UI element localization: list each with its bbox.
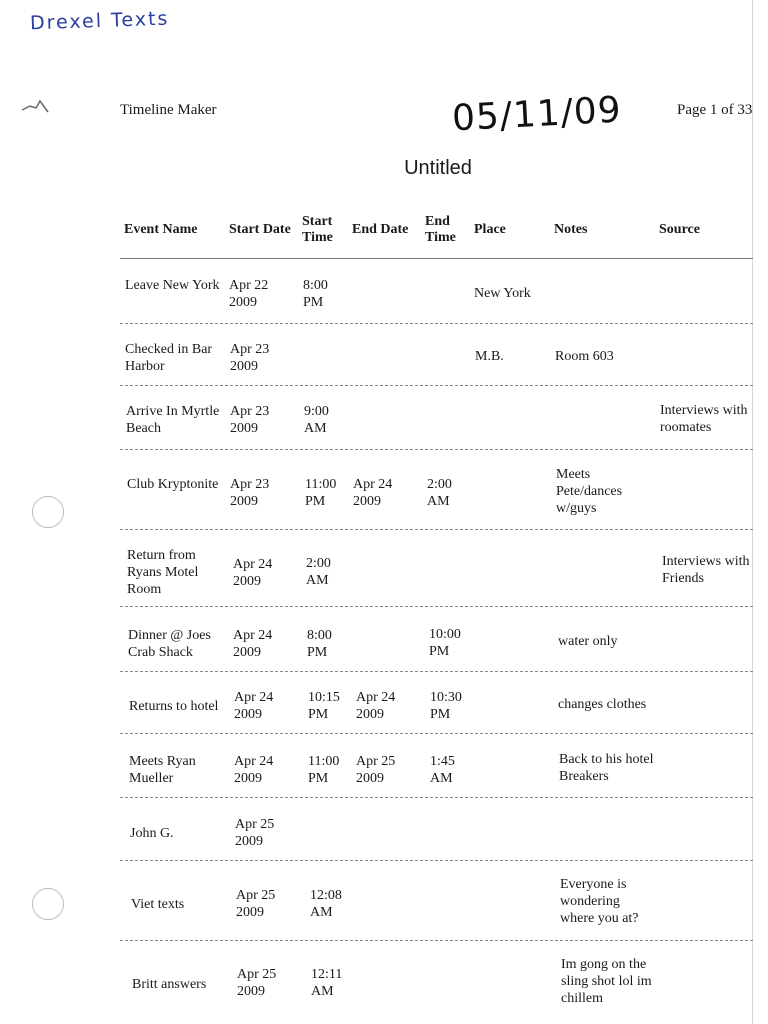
cell-notes: changes clothes [558,697,647,712]
cell-place: New York [474,286,531,301]
cell-event: Club Kryptonite [127,477,219,492]
cell-start-date: Apr 23 2009 [230,342,270,374]
handwritten-note: Drexel Texts [29,7,170,35]
cell-event: Returns to hotel [129,699,219,714]
cell-start-date: Apr 24 2009 [234,754,274,786]
cell-start-date: Apr 24 2009 [234,690,274,722]
cell-start-date: Apr 25 2009 [237,967,277,999]
cell-end-time: 2:00 AM [427,477,452,509]
cell-start-time: 12:08 AM [310,888,342,920]
cell-event: Dinner @ Joes Crab Shack [128,628,211,660]
cell-event: Leave New York [125,278,220,293]
header-divider [120,258,753,259]
cell-source: Interviews with Friends [662,554,750,586]
col-event-name: Event Name [124,222,198,237]
page-number: Page 1 of 33 [677,102,753,118]
cell-start-time: 11:00 PM [308,754,340,786]
cell-start-date: Apr 24 2009 [233,628,273,660]
col-start-date: Start Date [229,222,291,237]
pen-mark-icon [20,98,50,114]
cell-end-date: Apr 24 2009 [356,690,396,722]
cell-start-time: 8:00 PM [303,278,328,310]
cell-start-date: Apr 25 2009 [235,817,275,849]
cell-start-date: Apr 23 2009 [230,477,270,509]
cell-start-date: Apr 22 2009 [229,278,269,310]
cell-start-time: 8:00 PM [307,628,332,660]
row-divider [120,449,753,450]
cell-start-date: Apr 25 2009 [236,888,276,920]
cell-event: Meets Ryan Mueller [129,754,196,786]
cell-event: Viet texts [131,897,185,912]
cell-notes: Im gong on the sling shot lol im chillem [561,957,652,1006]
row-divider [120,671,753,672]
cell-start-date: Apr 24 2009 [233,557,273,589]
cell-event: Return from Ryans Motel Room [127,548,199,597]
col-end-time: End Time [425,214,456,245]
cell-notes: Back to his hotel Breakers [559,752,654,784]
binder-hole [32,888,64,920]
row-divider [120,860,753,861]
handwritten-date: 05/11/09 [451,89,623,140]
row-divider [120,940,753,941]
cell-notes: Meets Pete/dances w/guys [556,467,623,516]
cell-notes: Room 603 [555,349,614,364]
app-name: Timeline Maker [120,102,217,118]
cell-start-date: Apr 23 2009 [230,404,270,436]
cell-start-time: 12:11 AM [311,967,343,999]
row-divider [120,529,753,530]
col-notes: Notes [554,222,588,237]
cell-event: Checked in Bar Harbor [125,342,213,374]
cell-start-time: 10:15 PM [308,690,340,722]
document-title: Untitled [404,157,472,179]
row-divider [120,797,753,798]
row-divider [120,606,753,607]
col-place: Place [474,222,506,237]
col-end-date: End Date [352,222,409,237]
row-divider [120,733,753,734]
col-source: Source [659,222,700,237]
cell-source: Interviews with roomates [660,403,748,435]
cell-event: Britt answers [132,977,207,992]
page-edge [752,0,753,1024]
cell-end-time: 10:30 PM [430,690,462,722]
cell-end-date: Apr 24 2009 [353,477,393,509]
col-start-time: Start Time [302,214,333,245]
cell-end-time: 1:45 AM [430,754,455,786]
cell-end-time: 10:00 PM [429,627,461,659]
row-divider [120,323,753,324]
cell-start-time: 11:00 PM [305,477,337,509]
cell-end-date: Apr 25 2009 [356,754,396,786]
cell-notes: water only [558,634,618,649]
row-divider [120,385,753,386]
cell-event: John G. [130,826,174,841]
cell-notes: Everyone is wondering where you at? [560,877,639,926]
cell-place: M.B. [475,349,504,364]
cell-start-time: 9:00 AM [304,404,329,436]
binder-hole [32,496,64,528]
cell-start-time: 2:00 AM [306,556,331,588]
cell-event: Arrive In Myrtle Beach [126,404,220,436]
